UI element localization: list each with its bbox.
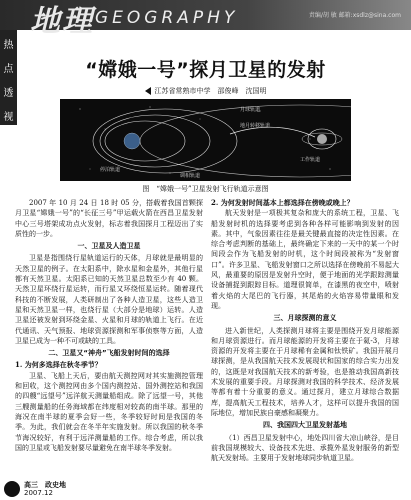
left-column	[15, 198, 203, 453]
section-heading: 二、卫星又“神舟”飞船发射时间的选择	[48, 349, 170, 358]
footer-date: 2007.12	[24, 489, 53, 497]
label-moon-orbit: 月球轨道	[240, 107, 261, 113]
orbit-diagram	[60, 99, 351, 181]
journal-brand: 地理	[30, 4, 94, 39]
orbit-figure	[60, 99, 351, 181]
earth-icon	[124, 133, 140, 149]
right-column	[211, 198, 399, 463]
article-byline	[0, 86, 411, 96]
label-transfer: 地月转移轨道	[240, 123, 271, 129]
paragraph: 航天发射是一项极其复杂和庞大的系统工程，卫星、飞船发射时机的选择要考虑到各种各样可能影响到发射的因素。其中，气象因素往往是最关键最直接的决定性因素。在综合考虑判断的基础上，最终确定下来的一天中的某一个时间段会作为飞船发射的时机，这个时间段被称为“发射窗口”。许多卫星、飞船发射窗口之所以选择在傍晚前不易起大风，最重要的原因是发射升空时，便于地面的光学跟踪测量设备捕捉到跟踪目标。道理很简单，在漆黑的夜空中，喷射着火焰的大尾巴的飞行器，其尾焰的火焰容易带量眼和发现。	[211, 209, 399, 310]
page-footer	[4, 478, 84, 498]
side-tab-char: 热	[3, 40, 14, 51]
journal-header	[0, 0, 411, 39]
section-heading: 四、我国四大卫星发射基地	[263, 421, 347, 430]
label-working: 工作轨道	[300, 157, 321, 163]
journal-brand-sub: GEOGRAPHY	[95, 8, 239, 28]
triangle-icon	[145, 87, 151, 95]
article-title: “嫦娥一号”探月卫星的发射	[85, 59, 326, 81]
question-heading: 2. 为何发射时间基本上都选择在傍晚或晚上？	[211, 198, 354, 207]
side-tab-char: 视	[3, 112, 14, 123]
footer-issue: 高三 政史地	[24, 481, 66, 489]
paragraph: 卫星、飞船上天后，要由航天测控网对其实施测控管理和回收，这个测控网由多个国内测控站、国外测控站和我国的四艘“远望号”远洋航天测量船组成。除了远望一号，其他三艘测量船的任务海域都在纬度相对较高的南半球。那里的海况在南半球的夏季会好一些，冬季较好时间是我国的冬季。为此，我们就会在冬半年实施发射。所以我国的秋冬季节海况较好，有利于远洋测量船的工作。综合考虑，所以我国的卫星或飞船发射要尽量避免在南半球冬季发射。	[15, 371, 203, 452]
figure-caption: 图 “嫦娥一号”卫星发射飞行轨道示意图	[142, 185, 269, 193]
side-tab-char: 透	[3, 88, 14, 99]
header-meta: 责编/胡 敏 邮箱:xsdlz@sina.com	[308, 12, 401, 19]
paragraph: 2007 年 10 月 24 日 18 时 05 分，搭载着我国首颗探月卫星“嫦娥一号”的“长征三号”甲运载火箭在西昌卫星发射中心三号塔架成功点火发射，标志着我国探月工程迈出了实质性的一步。	[15, 199, 203, 238]
paragraph: （1）西昌卫星发射中心，地处四川省大凉山峡谷，是目前我国规模较大、设备技术先进、承揽外星发射服务的新型航天发射场。主要用于发射地球同步轨道卫星。	[211, 433, 399, 463]
label-phasing: 调相轨道	[180, 173, 201, 179]
section-heading: 三、月球探测的意义	[273, 314, 337, 323]
byline-text: 江苏省常熟市中学 邵俊峰 沈国明	[154, 87, 267, 95]
section-heading: 一、卫星及人造卫星	[77, 242, 141, 251]
paragraph: 卫星是指围绕行星轨道运行的天体，月球就是最明显的天然卫星的例子。在太阳系中，除水星和金星外，其他行星都有天然卫星。太阳系已知的天然卫星总数至少有 40 颗。天然卫星环绕行星运转，而行星又环绕恒星运转。随着现代科技的不断发展，人类研制出了各种人造卫星，这些人造卫星和天然卫星一样，也绕行星（大部分是地球）运转。人造卫星还被发射到环绕金星、火星和月球的轨道上飞行。在近代通讯、天气预报、地球资源探测和军事侦察等方面，人造卫星已成为一种不可或缺的工具。	[15, 254, 203, 345]
paragraph: 进入新世纪，人类探测月球将主要是围绕开发月球能源和月球资源进行。而月球能源的开发将主要在于氦-3，月球资源的开发将主要在于月球稀有金属和钛铁矿。我国开展月球探测，是从我国航天技术发展现状和国家的综合实力出发的，这既是对我国航天技术的新考验，也是推动我国高新技术发展的重要手段。月球探测对我国的科学技术、经济发展等都有着十分重要的意义。通过探月，建立月球综合数据库，提高航天工程技术，培养人才，这样可以提升我国的国际地位，增加民族自豪感和凝聚力。	[211, 326, 399, 417]
moon-icon	[317, 134, 327, 144]
side-tab-char: 点	[3, 64, 14, 75]
question-heading: 1. 为何多选择在秋冬季节？	[15, 360, 102, 370]
label-parking: 停泊轨道	[100, 167, 121, 173]
footer-logo-icon	[4, 481, 20, 497]
